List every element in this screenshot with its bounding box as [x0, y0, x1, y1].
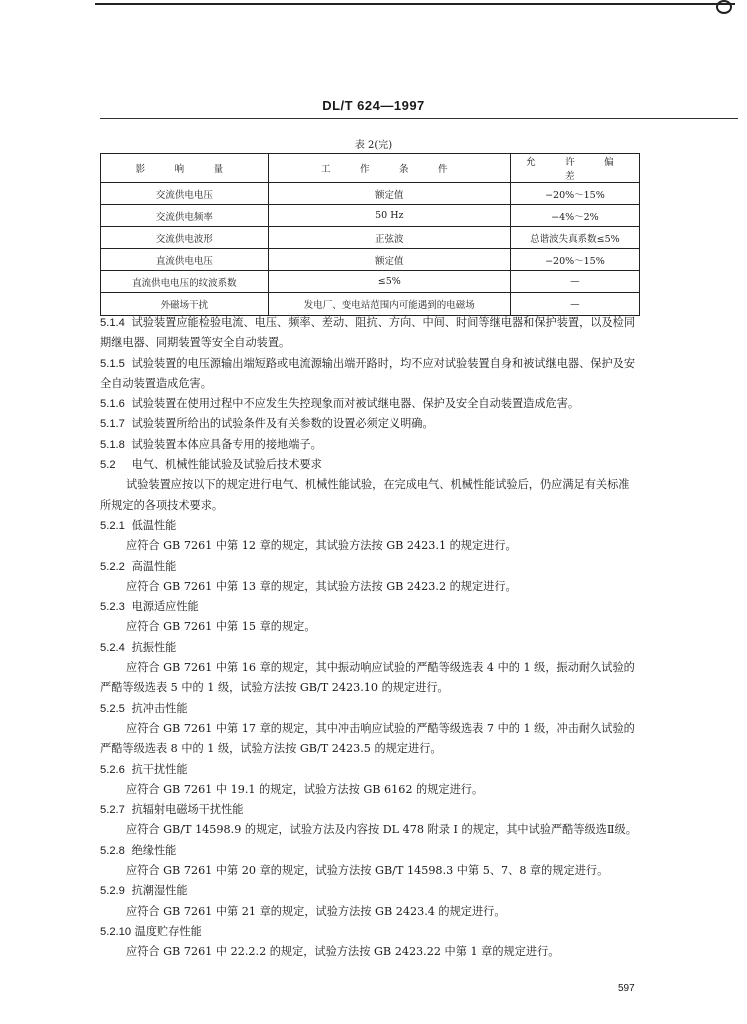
table-cell: ≤5% [268, 271, 510, 293]
clause-text: 抗辐射电磁场干扰性能 [131, 803, 244, 817]
table-cell: 50 Hz [268, 205, 510, 227]
header-rule [100, 118, 738, 119]
clause-number: 5.1.4 [100, 317, 125, 329]
clause [100, 313, 640, 354]
clause-text: 高温性能 [131, 559, 177, 573]
top-rule [95, 3, 735, 5]
table-title: 表 2(完) [354, 140, 393, 151]
clause-paragraph: 应符合 GB 7261 中第 17 章的规定，其中冲击响应试验的严酷等级选表 7 中的 1 级，冲击耐久试验的严酷等级选表 8 中的 1 级，试验方法按 GB/T 2423.5 的规定进行。 [100, 721, 635, 756]
clause-number: 5.2.8 [100, 844, 125, 857]
table-cell: −20%～15% [510, 183, 639, 205]
clause-number: 5.2.1 [100, 519, 125, 532]
clause-number: 5.1.8 [100, 438, 125, 451]
clause-text: 抗冲击性能 [131, 701, 188, 715]
clause-number: 5.2.3 [100, 601, 125, 614]
table-header-cell: 工 作 条 件 [268, 154, 510, 183]
subclause-heading [100, 557, 640, 577]
table-row [101, 183, 640, 205]
table-cell: 正弦波 [268, 227, 510, 249]
clause-text: 低温性能 [131, 518, 177, 532]
subclause-heading [100, 516, 640, 536]
subclause-heading [100, 841, 640, 861]
subclause-heading [100, 760, 640, 780]
clause-paragraph: 应符合 GB 7261 中 19.1 的规定，试验方法按 GB 6162 的规定进行。 [126, 782, 484, 796]
clause-text: 电气、机械性能试验及试验后技术要求 [131, 458, 322, 472]
clause-paragraph: 应符合 GB 7261 中第 13 章的规定，其试验方法按 GB 2423.2 的规定进行。 [126, 579, 517, 593]
clause-number: 5.2.6 [100, 763, 125, 776]
clause-text: 试验装置应能检验电流、电压、频率、差动、阻抗、方向、中间、时间等继电器和保护装置，以及检同期继电器、同期装置等安全自动装置。 [100, 316, 636, 350]
clause-paragraph: 应符合 GB 7261 中 22.2.2 的规定，试验方法按 GB 2423.22 中第 1 章的规定进行。 [126, 945, 560, 959]
subclause-heading [100, 699, 640, 719]
table-header-row [101, 154, 640, 183]
table-cell: — [510, 271, 639, 293]
table-cell: 直流供电电压 [101, 249, 269, 271]
clause-paragraph: 应符合 GB 7261 中第 15 章的规定。 [126, 620, 316, 634]
table-cell: −4%～2% [510, 205, 639, 227]
clause-number: 5.1.6 [100, 398, 125, 411]
table-cell: 交流供电波形 [101, 227, 269, 249]
table-cell: 发电厂、变电站范围内可能遇到的电磁场 [268, 293, 510, 316]
subclause-heading [100, 922, 640, 942]
clause-text: 试验装置本体应具备专用的接地端子。 [131, 437, 322, 451]
clause-paragraph: 应符合 GB 7261 中第 20 章的规定，试验方法按 GB/T 14598.3 中第 5、7、8 章的规定进行。 [126, 864, 609, 878]
table-cell: 直流供电电压的纹波系数 [101, 271, 269, 293]
clause-number: 5.2.2 [100, 560, 125, 573]
table-row [101, 227, 640, 249]
page-number: 597 [618, 983, 635, 994]
subclause-heading [100, 597, 640, 617]
clause-text: 抗干扰性能 [131, 762, 188, 776]
table-cell: — [510, 293, 639, 316]
clause [100, 354, 640, 395]
clause-number: 5.2.5 [100, 702, 125, 715]
table-row [101, 271, 640, 293]
clause-number: 5.2 [100, 459, 116, 472]
subclause-heading [100, 881, 640, 901]
table-cell: 外磁场干扰 [101, 293, 269, 316]
clause-paragraph: 应符合 GB 7261 中第 12 章的规定，其试验方法按 GB 2423.1 的规定进行。 [126, 539, 517, 553]
clause-text: 试验装置在使用过程中不应发生失控现象而对被试继电器、保护及安全自动装置造成危害。 [131, 397, 580, 411]
clause-text: 试验装置所给出的试验条件及有关参数的设置必须定义明确。 [131, 417, 434, 431]
section-heading [100, 455, 640, 475]
subclause-heading [100, 800, 640, 820]
table-header-cell: 允 许 偏 差 [510, 154, 639, 183]
clause-text: 试验装置的电压源输出端短路或电流源输出端开路时，均不应对试验装置自身和被试继电器、保护及安全自动装置造成危害。 [100, 356, 636, 390]
clause-number: 5.2.9 [100, 885, 125, 898]
clause-number: 5.1.5 [100, 357, 125, 370]
clause-number: 5.2.7 [100, 804, 125, 817]
table-cell: 额定值 [268, 183, 510, 205]
table-cell: 交流供电电压 [101, 183, 269, 205]
table-row [101, 205, 640, 227]
subclause-heading [100, 638, 640, 658]
table-cell: −20%～15% [510, 249, 639, 271]
corner-mark [716, 0, 732, 14]
clause [100, 414, 640, 434]
clause [100, 394, 640, 414]
table-cell: 总谐波失真系数≤5% [510, 227, 639, 249]
table-cell: 交流供电频率 [101, 205, 269, 227]
clause-text: 绝缘性能 [131, 843, 177, 857]
clause-number: 5.2.4 [100, 641, 125, 654]
clause-paragraph: 应符合 GB 7261 中第 16 章的规定，其中振动响应试验的严酷等级选表 4 中的 1 级，振动耐久试验的严酷等级选表 5 中的 1 级，试验方法按 GB/T 2423.10 的规定进行。 [100, 661, 635, 695]
body-text [100, 313, 640, 963]
table-cell: 额定值 [268, 249, 510, 271]
clause-text: 抗潮湿性能 [131, 884, 188, 898]
clause-paragraph: 应符合 GB 7261 中第 21 章的规定，试验方法按 GB 2423.4 的规定进行。 [126, 904, 506, 918]
clause-text: 电源适应性能 [131, 600, 199, 614]
clause-paragraph: 应符合 GB/T 14598.9 的规定，试验方法及内容按 DL 478 附录 I 的规定，其中试验严酷等级选Ⅱ级。 [126, 823, 637, 837]
clause-number: 5.2.10 [100, 925, 132, 938]
clause-text: 抗振性能 [131, 640, 177, 654]
clause-paragraph: 试验装置应按以下的规定进行电气、机械性能试验，在完成电气、机械性能试验后，仍应满足有关标准所规定的各项技术要求。 [100, 478, 630, 512]
table-row [101, 249, 640, 271]
clause [100, 435, 640, 455]
table-header-cell: 影 响 量 [101, 154, 269, 183]
spec-table [100, 153, 644, 316]
clause-text: 温度贮存性能 [134, 924, 202, 938]
clause-number: 5.1.7 [100, 418, 125, 431]
page-header: DL/T 624—1997 [322, 98, 425, 113]
